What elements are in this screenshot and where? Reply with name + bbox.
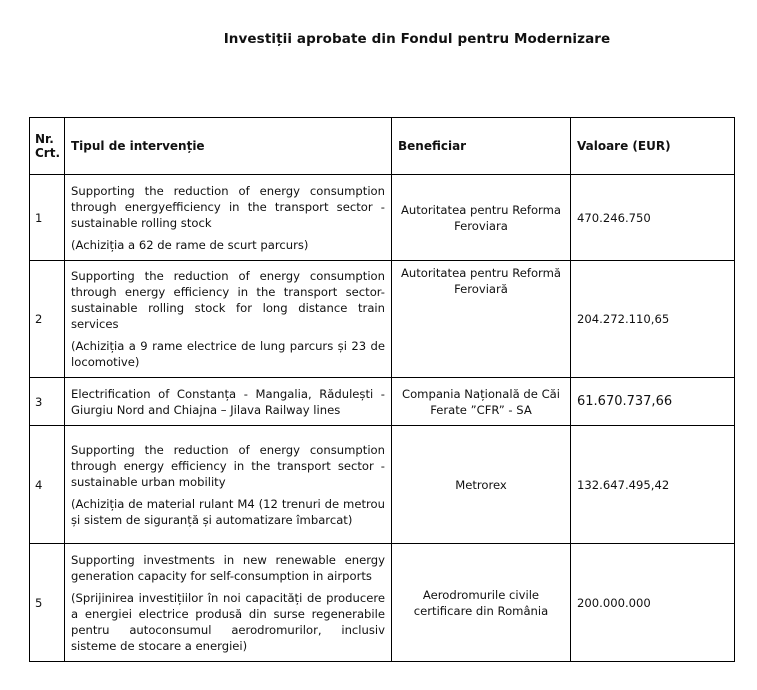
- row-valoare: 200.000.000: [571, 544, 735, 662]
- table-row: [30, 261, 735, 378]
- row-description: Supporting investments in new renewable energy generation capacity for self-consumption in airports: [71, 552, 385, 583]
- header-nr-line1: Nr.: [35, 132, 54, 146]
- row-description-cell: [65, 175, 392, 261]
- row-description: Electrification of Constanța - Mangalia, Rădulești - Giurgiu Nord and Chiajna – Jilava Railway lines: [71, 386, 385, 417]
- table-header-row: [30, 118, 735, 175]
- row-nr: 2: [30, 261, 65, 378]
- row-nr: 4: [30, 426, 65, 544]
- header-beneficiar: Beneficiar: [392, 118, 571, 175]
- row-beneficiar: Autoritatea pentru Reforma Feroviara: [392, 175, 571, 261]
- header-nr-crt: [30, 118, 65, 175]
- row-description: Supporting the reduction of energy consumption through energyefficiency in the transport sector - sustainable rolling stock: [71, 183, 385, 230]
- row-beneficiar: Metrorex: [392, 426, 571, 544]
- row-nr: 5: [30, 544, 65, 662]
- row-description: Supporting the reduction of energy consumption through energy efficiency in the transport sector- sustainable rolling stock for long distance train services: [71, 269, 385, 331]
- header-tip-interventie: Tipul de intervenție: [65, 118, 392, 175]
- row-valoare: 132.647.495,42: [571, 426, 735, 544]
- row-nr: 1: [30, 175, 65, 261]
- row-note: (Achiziția de material rulant M4 (12 trenuri de metrou și sistem de siguranță și automatizare îmbarcat): [71, 496, 385, 527]
- row-beneficiar: Autoritatea pentru Reformă Feroviară: [392, 261, 571, 378]
- row-description-cell: [65, 426, 392, 544]
- row-beneficiar: Aerodromurile civile certificare din România: [392, 544, 571, 662]
- table-row: [30, 426, 735, 544]
- table-row: [30, 175, 735, 261]
- table-row: [30, 378, 735, 426]
- header-nr-line2: Crt.: [35, 146, 61, 160]
- row-nr: 3: [30, 378, 65, 426]
- row-note: (Sprijinirea investițiilor în noi capacități de producere a energiei electrice produsă din surse regenerabile pentru autoconsumul aerodromurilor, inclusiv sisteme de stocare a energiei): [71, 590, 385, 653]
- investments-table: [29, 117, 735, 662]
- row-description: Supporting the reduction of energy consumption through energy efficiency in the transport sector - sustainable urban mobility: [71, 442, 385, 489]
- row-note: (Achiziția a 9 rame electrice de lung parcurs și 23 de locomotive): [71, 339, 385, 369]
- row-valoare: 61.670.737,66: [571, 378, 735, 426]
- header-valoare: Valoare (EUR): [571, 118, 735, 175]
- row-valoare: 470.246.750: [571, 175, 735, 261]
- row-note: (Achiziția a 62 de rame de scurt parcurs): [71, 237, 309, 252]
- row-description-cell: [65, 261, 392, 378]
- row-valoare: 204.272.110,65: [571, 261, 735, 378]
- table-row: [30, 544, 735, 662]
- row-description-cell: [65, 544, 392, 662]
- page-title: Investiții aprobate din Fondul pentru Modernizare: [223, 31, 611, 47]
- row-description-cell: [65, 378, 392, 426]
- row-beneficiar: Compania Națională de Căi Ferate ”CFR” - SA: [392, 378, 571, 426]
